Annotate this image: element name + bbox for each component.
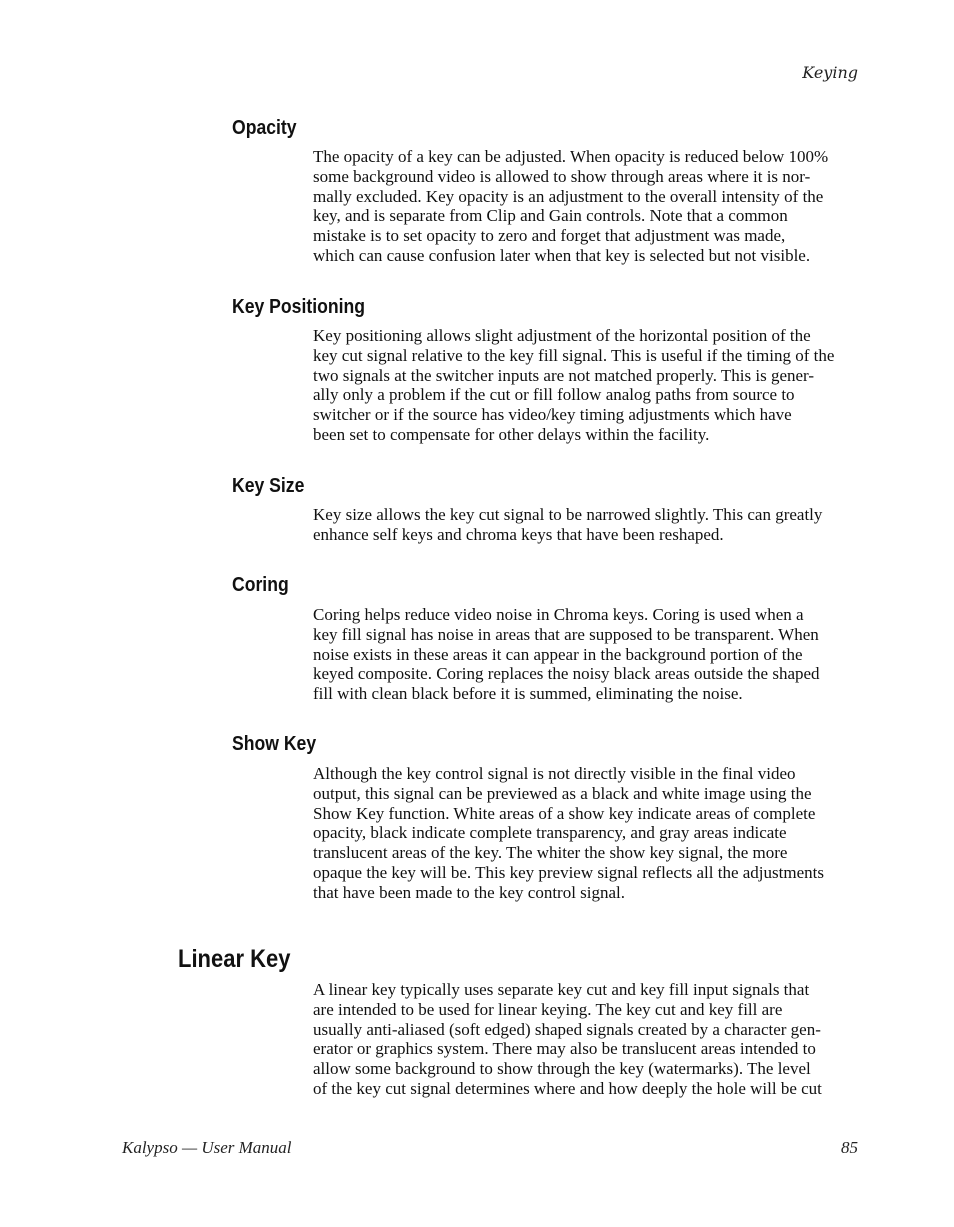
body-line: opacity, black indicate complete transparency, and gray areas indicate bbox=[313, 823, 787, 843]
body-line: fill with clean black before it is summed, eliminating the noise. bbox=[313, 684, 743, 704]
body-line: some background video is allowed to show through areas where it is nor- bbox=[313, 166, 811, 186]
section-heading-show-key: Show Key bbox=[232, 733, 317, 755]
section-body-coring bbox=[313, 605, 858, 704]
footer-page-number: 85 bbox=[841, 1138, 858, 1157]
body-line: A linear key typically uses separate key cut and key fill input signals that bbox=[313, 980, 810, 999]
body-line: are intended to be used for linear keying. The key cut and key fill are bbox=[313, 999, 783, 1019]
body-line: enhance self keys and chroma keys that have been reshaped. bbox=[313, 524, 724, 544]
section-heading-linear-key: Linear Key bbox=[178, 945, 291, 973]
section-body-opacity bbox=[313, 147, 858, 266]
running-header: Keying bbox=[802, 63, 858, 82]
body-line: been set to compensate for other delays within the facility. bbox=[313, 424, 710, 444]
body-line: Although the key control signal is not directly visible in the final video bbox=[313, 764, 796, 783]
body-line: key cut signal relative to the key fill signal. This is useful if the timing of the bbox=[313, 345, 835, 365]
body-line: Coring helps reduce video noise in Chroma keys. Coring is used when a bbox=[313, 605, 804, 624]
footer-manual-title: Kalypso — User Manual bbox=[122, 1138, 292, 1157]
section-heading-opacity: Opacity bbox=[232, 117, 297, 139]
body-line: output, this signal can be previewed as a black and white image using the bbox=[313, 783, 812, 803]
section-body-key-size bbox=[313, 505, 858, 545]
section-heading-key-positioning: Key Positioning bbox=[232, 296, 365, 318]
body-line: opaque the key will be. This key preview signal reflects all the adjustments bbox=[313, 862, 824, 882]
section-body-linear-key bbox=[313, 980, 858, 1099]
body-line: keyed composite. Coring replaces the noisy black areas outside the shaped bbox=[313, 664, 820, 684]
body-line: which can cause confusion later when that key is selected but not visible. bbox=[313, 245, 811, 265]
body-line: key fill signal has noise in areas that are supposed to be transparent. When bbox=[313, 624, 819, 644]
body-line: of the key cut signal determines where and how deeply the hole will be cut bbox=[313, 1078, 822, 1098]
body-line: switcher or if the source has video/key timing adjustments which have bbox=[313, 405, 792, 425]
body-line: erator or graphics system. There may also be translucent areas intended to bbox=[313, 1039, 816, 1059]
section-body-key-positioning bbox=[313, 326, 858, 445]
body-line: noise exists in these areas it can appear in the background portion of the bbox=[313, 644, 803, 664]
section-heading-coring: Coring bbox=[232, 574, 289, 596]
body-line: allow some background to show through the key (watermarks). The level bbox=[313, 1059, 811, 1079]
body-line: key, and is separate from Clip and Gain controls. Note that a common bbox=[313, 206, 788, 226]
body-line: Key positioning allows slight adjustment of the horizontal position of the bbox=[313, 326, 811, 345]
body-line: Key size allows the key cut signal to be narrowed slightly. This can greatly bbox=[313, 505, 823, 524]
body-line: mistake is to set opacity to zero and forget that adjustment was made, bbox=[313, 226, 786, 246]
section-body-show-key bbox=[313, 764, 858, 903]
body-line: that have been made to the key control signal. bbox=[313, 882, 626, 902]
body-line: two signals at the switcher inputs are not matched properly. This is gener- bbox=[313, 365, 815, 385]
body-line: Show Key function. White areas of a show key indicate areas of complete bbox=[313, 803, 816, 823]
body-line: usually anti-aliased (soft edged) shaped signals created by a character gen- bbox=[313, 1019, 821, 1039]
body-line: The opacity of a key can be adjusted. When opacity is reduced below 100% bbox=[313, 147, 829, 166]
section-heading-key-size: Key Size bbox=[232, 475, 305, 497]
body-line: ally only a problem if the cut or fill follow analog paths from source to bbox=[313, 385, 795, 405]
body-line: mally excluded. Key opacity is an adjustment to the overall intensity of the bbox=[313, 186, 824, 206]
body-line: translucent areas of the key. The whiter the show key signal, the more bbox=[313, 843, 788, 863]
